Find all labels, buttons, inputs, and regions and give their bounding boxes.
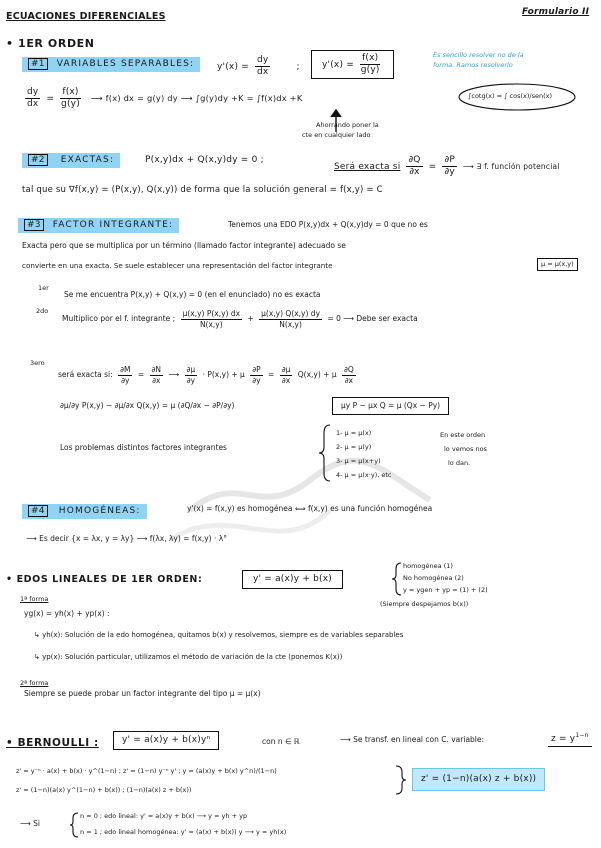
n3-name: FACTOR INTEGRANTE: bbox=[52, 220, 174, 230]
n1-eq-den: dx bbox=[27, 99, 39, 109]
n3-line1: Tenemos una EDO P(x,y)dx + Q(x,y)dy = 0 que no es bbox=[228, 220, 428, 229]
n1-box-num: f(x) bbox=[362, 53, 379, 63]
n2-name: EXACTAS: bbox=[60, 155, 115, 165]
n2-tag: #2 bbox=[28, 154, 48, 166]
step3-n6: ∂Q bbox=[343, 365, 354, 374]
lineales-side-3: y = ygen + yp = (1) + (2) bbox=[403, 586, 488, 594]
step3-mid: · P(x,y) + μ bbox=[202, 370, 245, 379]
step3-n4: ∂P bbox=[252, 365, 261, 374]
step3-d2: ∂x bbox=[152, 375, 161, 385]
lineales-side-2: No homogénea (2) bbox=[403, 574, 464, 582]
bernoulli-si-label: Si bbox=[33, 819, 40, 828]
lineales-boxed-formula: y' = a(x)y + b(x) bbox=[242, 570, 343, 589]
n2-cond-d1: ∂x bbox=[409, 167, 420, 177]
n1-boxed-formula bbox=[311, 50, 394, 79]
factor-probs: Los problemas distintos factores integrantes bbox=[60, 443, 227, 452]
bernoulli-boxed-formula: y' = a(x)y + b(x)yⁿ bbox=[113, 731, 219, 750]
bernoulli-l2: z' = (1−n)(a(x) y^(1−n) + b(x)) ; (1−n)(a(x) z + b(x)) bbox=[16, 786, 192, 794]
step3-d4: ∂y bbox=[252, 375, 261, 385]
step2-line bbox=[62, 310, 418, 328]
n4-line1: y'(x) = f(x,y) es homogénea ⟺ f(x,y) es una función homogénea bbox=[187, 504, 433, 513]
bernoulli-cv-exp: 1−n bbox=[575, 732, 589, 739]
factor-cases-note-2: lo vemos nos bbox=[444, 445, 487, 453]
step4-line: ∂μ/∂y P(x,y) − ∂μ/∂x Q(x,y) = μ (∂Q/∂x − ∂P/∂y) bbox=[60, 401, 235, 410]
bernoulli-heading-text: • BERNOULLI : bbox=[6, 737, 99, 749]
step2-n2: μ(x,y) Q(x,y) dy bbox=[261, 309, 321, 318]
n4-tag-label bbox=[22, 504, 147, 519]
n1-def-sep: ; bbox=[296, 62, 300, 72]
n1-note-1: Ahorrando poner la bbox=[316, 121, 379, 129]
n2-cond-n2: ∂P bbox=[444, 155, 455, 165]
section-heading-bernoulli bbox=[6, 738, 99, 749]
bernoulli-cond: con n ∈ ℝ bbox=[262, 737, 300, 746]
step3-n2: ∂N bbox=[151, 365, 161, 374]
step2-n1: μ(x,y) P(x,y) dx bbox=[182, 309, 241, 318]
step2-plus: + bbox=[247, 314, 254, 323]
bernoulli-cv-base: z = y bbox=[551, 734, 576, 744]
n2-eq: P(x,y)dx + Q(x,y)dy = 0 ; bbox=[145, 155, 264, 165]
n1-eq-num: dy bbox=[27, 87, 39, 97]
factor-case-1: 1- μ = μ(x) bbox=[336, 429, 372, 437]
step3-n5: ∂μ bbox=[281, 365, 291, 374]
bernoulli-l1: z' = y⁻ⁿ · a(x) + b(x) · y^(1−n) ; z' = (1−n) y⁻ⁿ y' ; y = (a(x)y + b(x) y^n)/(1−n) bbox=[16, 767, 277, 775]
bernoulli-cv bbox=[548, 731, 592, 747]
factor-cases-note-3: lo dan. bbox=[448, 459, 471, 467]
lineales-f1-l2: ↳ yh(x): Solución de la edo homogénea, quitamos b(x) y resolvemos, siempre es de variables separables bbox=[34, 631, 404, 639]
factor-case-2: 2- μ = μ(y) bbox=[336, 443, 372, 451]
lineales-side-note: (Siempre despejamos b(x)) bbox=[380, 600, 469, 608]
n4-tag: #4 bbox=[28, 505, 48, 517]
n1-def-lhs: y'(x) = bbox=[217, 62, 249, 72]
step2-mark: 2do bbox=[36, 307, 49, 315]
step2-text: Multiplico por el f. integrante ; bbox=[62, 314, 176, 323]
step3-d5: ∂x bbox=[281, 375, 291, 385]
n3-tag: #3 bbox=[24, 219, 44, 231]
step2-tail: = 0 ⟶ Debe ser exacta bbox=[327, 314, 418, 323]
n1-eq-fnum: f(x) bbox=[62, 87, 79, 97]
n1-tag-label bbox=[22, 57, 200, 72]
n1-blue-note-2: forma. Ramos resolverlo bbox=[433, 61, 513, 69]
n2-condition bbox=[334, 156, 560, 177]
step3-d6: ∂x bbox=[344, 375, 354, 385]
n4-name: HOMOGÉNEAS: bbox=[58, 506, 141, 516]
lineales-f1-l3: ↳ yp(x): Solución particular, utilizamos el método de variación de la cte (ponemos K(x)) bbox=[34, 653, 343, 661]
n2-sera: Será exacta si bbox=[334, 162, 401, 172]
step3-d3: ∂y bbox=[186, 375, 196, 385]
step3-mark: 3ero bbox=[30, 359, 45, 367]
formulario-label: Formulario II bbox=[522, 7, 590, 17]
n1-def-den: dx bbox=[257, 67, 269, 77]
bernoulli-result-box: z' = (1−n)(a(x) z + b(x)) bbox=[412, 768, 545, 791]
lineales-side-1: homogénea (1) bbox=[403, 562, 453, 570]
bernoulli-si-2: n = 1 ; edo lineal homogénea: y' = (a(x) + b(x)) y ⟶ y = yh(x) bbox=[80, 828, 287, 836]
n2-line2: tal que su ∇f(x,y) = (P(x,y), Q(x,y)) de forma que la solución general = f(x,y) = C bbox=[22, 185, 383, 195]
n1-eq-equals: = bbox=[46, 94, 55, 104]
n1-blue-note-1: Es sencillo resolver no de la bbox=[433, 51, 524, 59]
n3-tag-label bbox=[18, 218, 179, 233]
step2-d2: N(x,y) bbox=[279, 319, 302, 329]
factor-case-3: 3- μ = μ(x+y) bbox=[336, 457, 381, 465]
step3-d1: ∂y bbox=[121, 375, 130, 385]
step2-d1: N(x,y) bbox=[199, 319, 223, 329]
n2-cond-n1: ∂Q bbox=[408, 155, 421, 165]
n1-box-lhs: y'(x) = bbox=[322, 60, 354, 70]
section-heading-orden1: • 1ER ORDEN bbox=[6, 37, 95, 50]
step3-n3: ∂μ bbox=[186, 365, 196, 374]
n1-equation bbox=[22, 88, 302, 109]
factor-case-4: 4- μ = μ(x·y), etc bbox=[336, 471, 392, 479]
n1-cloud-identity: ∫cotg(x) = ∫ cos(x)/sen(x) bbox=[468, 92, 553, 100]
n1-eq-fden: g(y) bbox=[61, 99, 80, 109]
n1-name: VARIABLES SEPARABLES: bbox=[56, 59, 195, 69]
lineales-f1-mark: 1ª forma bbox=[20, 595, 49, 603]
section-heading-lineales: • EDOS LINEALES DE 1ER ORDEN: bbox=[6, 574, 203, 585]
step3-mid2: Q(x,y) + μ bbox=[297, 370, 337, 379]
n3-mu-box: μ = μ(x,y) bbox=[537, 258, 578, 271]
n2-tail: ⟶ ∃ f. función potencial bbox=[463, 162, 560, 171]
n3-line3: convierte en una exacta. Se suele establecer una representación del factor integrante bbox=[22, 261, 333, 270]
step3-text: será exacta si: bbox=[58, 370, 113, 379]
step1-mark: 1er bbox=[38, 284, 49, 292]
n1-eq-step2: ⟶ f(x) dx = g(y) dy ⟶ ∫g(y)dy +K = ∫f(x)dx +K bbox=[90, 93, 303, 103]
bernoulli-arrow-text: ⟶ Se transf. en lineal con C. variable: bbox=[340, 735, 485, 744]
n1-tag: #1 bbox=[28, 58, 48, 70]
n2-tag-label bbox=[22, 153, 120, 168]
factor-cases-note-1: En este orden bbox=[440, 431, 486, 439]
n1-def bbox=[217, 56, 300, 77]
n1-note-2: cte en cualquier lado bbox=[302, 131, 371, 139]
factor-boxed-formula: μy P − μx Q = μ (Qx − Py) bbox=[332, 397, 449, 415]
n3-line2: Exacta pero que se multiplica por un término (llamado factor integrante) adecuado se bbox=[22, 241, 346, 250]
lineales-f1-l1: yg(x) = yh(x) + yp(x) : bbox=[24, 609, 110, 618]
n1-def-num: dy bbox=[257, 55, 269, 65]
n4-line2: ⟶ Es decir {x = λx, y = λy} ⟶ f(λx, λy) = f(x,y) · λ° bbox=[26, 534, 227, 543]
step3-n1: ∂M bbox=[120, 365, 131, 374]
n2-cond-d2: ∂y bbox=[444, 167, 455, 177]
step1-text: Se me encuentra P(x,y) + Q(x,y) = 0 (en el enunciado) no es exacta bbox=[64, 290, 321, 299]
bernoulli-si-1: n = 0 ; edo lineal: y' = a(x)y + b(x) ⟶ y = yh + yp bbox=[80, 812, 248, 820]
lineales-f2-mark: 2ª forma bbox=[20, 679, 49, 687]
n2-cond-eq: = bbox=[428, 162, 437, 172]
page-title: ECUACIONES DIFERENCIALES bbox=[6, 11, 166, 22]
bernoulli-si-arrow: ⟶ Si bbox=[20, 819, 40, 828]
lineales-f2-l1: Siempre se puede probar un factor integrante del tipo μ = μ(x) bbox=[24, 689, 261, 698]
step3-line: será exacta si: $\frac{\partial M}{\partial y}$ = $\frac{\partial N}{\partial x}$ ⟶ $\frac{\partial\mu}{\partial y}$ · P(x,y) + μ $\frac{\partial P}{\partial y}$ = $\frac{\partial\mu}{\partial x}$ Q(x,y) + μ $\frac{\partial Q}{\partial x}$ bbox=[58, 365, 354, 385]
n1-box-den: g(y) bbox=[360, 65, 380, 75]
